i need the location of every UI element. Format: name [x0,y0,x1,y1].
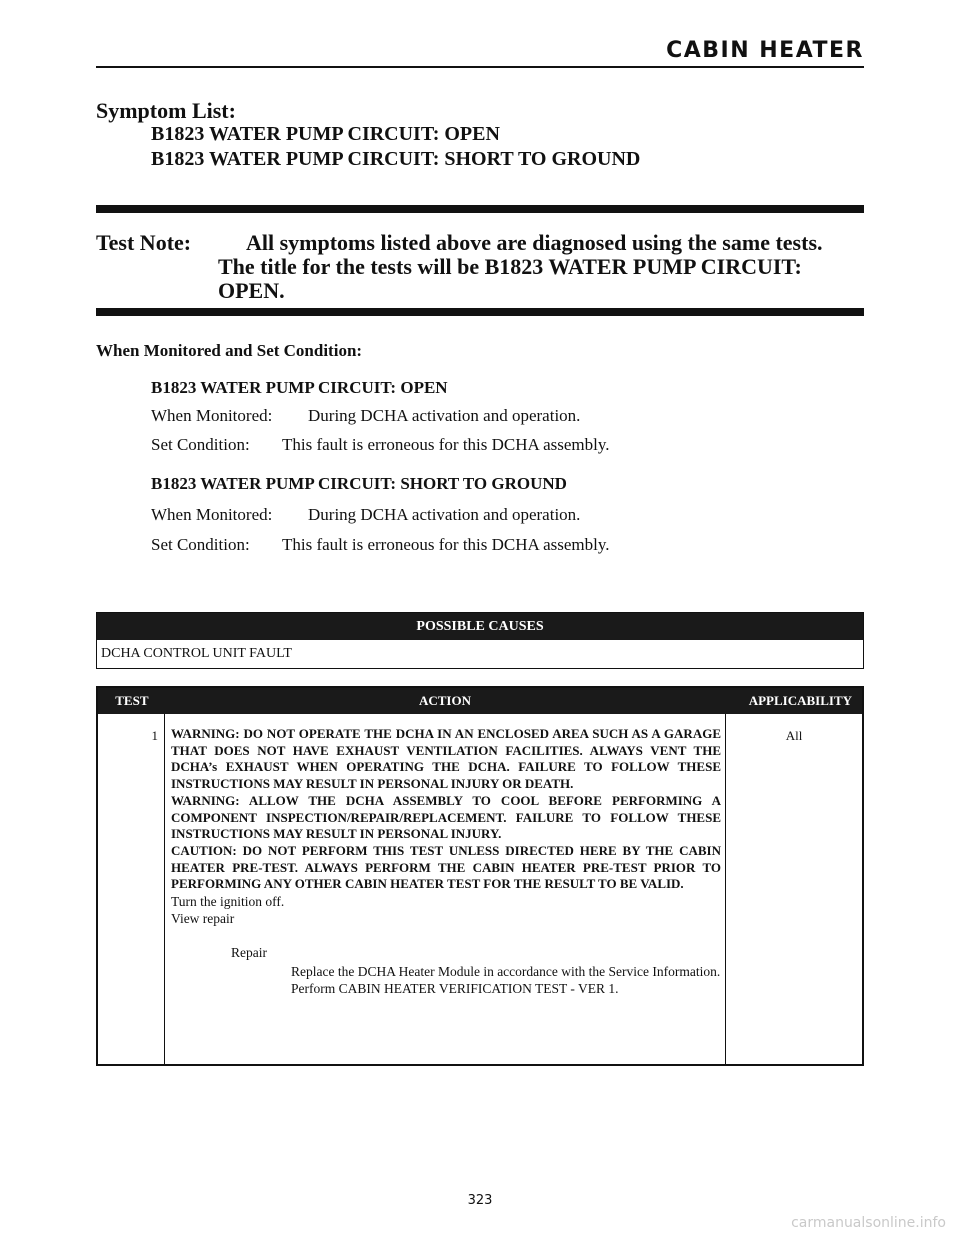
applicability-column-header: APPLICABILITY [726,687,864,714]
when-monitored-label: When Monitored: [151,505,273,524]
repair-line: Replace the DCHA Heater Module in accordance with the Service Information. [291,964,721,980]
test-table [96,686,864,1066]
section-title: CABIN HEATER [666,38,864,63]
warning-text: WARNING: DO NOT OPERATE THE DCHA IN AN ENCLOSED AREA SUCH AS A GARAGE THAT DOES NOT HAVE EXHAUST VENTILATION FACILITIES. ALWAYS VENT THE DCHA’s EXHAUST WHEN OPERATING THE DCHA. FAILURE TO FOLLOW THESE INSTRUCTIONS MAY RESULT IN PERSONAL INJURY OR DEATH. [171,726,721,792]
monitored-heading: When Monitored and Set Condition: [96,341,363,360]
caution-text: CAUTION: DO NOT PERFORM THIS TEST UNLESS DIRECTED HERE BY THE CABIN HEATER PRE-TEST. ALWAYS PERFORM THE CABIN HEATER PRE-TEST PRIOR TO PERFORMING ANY OTHER CABIN HEATER TEST FOR THE RESULT TO BE VALID. [171,842,721,892]
warning-text: WARNING: ALLOW THE DCHA ASSEMBLY TO COOL BEFORE PERFORMING A COMPONENT INSPECTION/REPAIR/REPLACEMENT. FAILURE TO FOLLOW THESE INSTRUCTIONS MAY RESULT IN PERSONAL INJURY. [171,792,721,842]
test-note-label: Test Note: [96,230,192,255]
when-monitored-value: During DCHA activation and operation. [308,505,581,524]
test-note-line: OPEN. [218,278,285,303]
when-monitored-value: During DCHA activation and operation. [308,406,581,425]
symptom-list-heading: Symptom List: [96,98,236,123]
watermark: carmanualsonline.info [791,1215,946,1231]
repair-line: Perform CABIN HEATER VERIFICATION TEST - VER 1. [291,981,619,997]
step-text: Turn the ignition off. [171,894,285,910]
repair-label: Repair [231,945,267,961]
condition-title: B1823 WATER PUMP CIRCUIT: OPEN [151,378,448,397]
action-cell [165,714,726,1065]
view-repair-link[interactable]: View repair [171,911,235,927]
test-note-line: All symptoms listed above are diagnosed using the same tests. [246,230,823,255]
symptom-item: B1823 WATER PUMP CIRCUIT: SHORT TO GROUND [151,148,641,170]
possible-cause-item: DCHA CONTROL UNIT FAULT [101,646,292,661]
page-number: 323 [467,1193,493,1208]
repair-instructions [291,963,721,997]
symptom-item: B1823 WATER PUMP CIRCUIT: OPEN [151,123,500,145]
divider-rule [96,205,864,213]
when-monitored-label: When Monitored: [151,406,273,425]
set-condition-label: Set Condition: [151,535,250,554]
header-rule [96,66,864,68]
applicability-value: All [785,728,803,743]
set-condition-value: This fault is erroneous for this DCHA assembly. [282,535,610,554]
possible-causes-table [96,612,864,669]
set-condition-value: This fault is erroneous for this DCHA assembly. [282,435,610,454]
possible-causes-header: POSSIBLE CAUSES [97,613,864,641]
action-column-header: ACTION [165,687,726,714]
condition-title: B1823 WATER PUMP CIRCUIT: SHORT TO GROUND [151,474,567,493]
test-number: 1 [97,714,165,1065]
set-condition-label: Set Condition: [151,435,250,454]
test-column-header: TEST [97,687,165,714]
divider-rule [96,308,864,316]
test-note-line: The title for the tests will be B1823 WATER PUMP CIRCUIT: [218,254,802,279]
table-row [97,714,863,1065]
